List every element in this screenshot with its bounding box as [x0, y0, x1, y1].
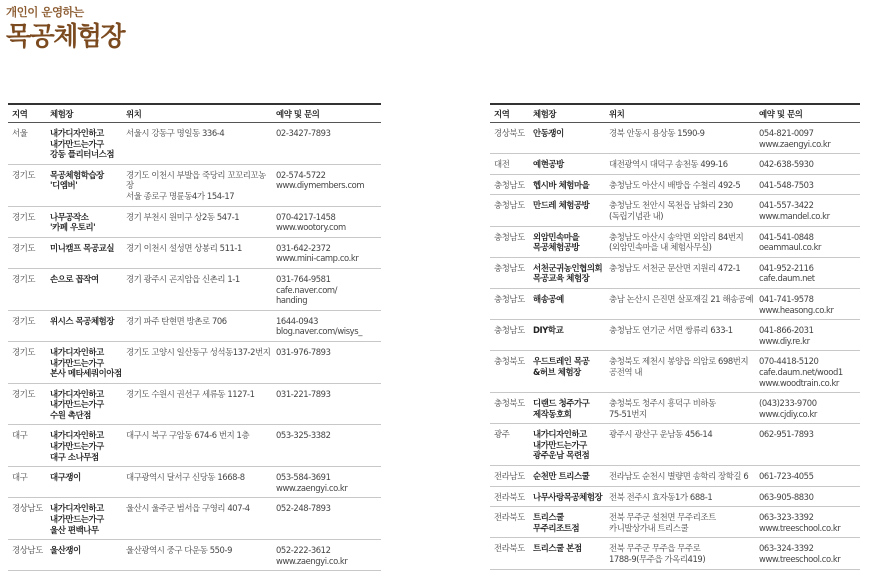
- cell-name: 외암민속마을 목공체험공방: [529, 226, 605, 257]
- column-header-name: 체험장: [46, 104, 122, 123]
- cell-location: 전라남도 순천시 별량면 송학리 장학길 6: [605, 466, 755, 487]
- cell-region: 경기도: [8, 237, 46, 268]
- cell-location: 경기 부천시 원미구 상2동 547-1: [122, 206, 272, 237]
- cell-region: 광주: [490, 424, 529, 466]
- cell-contact: 052-222-3612 www.zaengyi.co.kr: [272, 540, 381, 571]
- cell-contact: 041-952-2116 cafe.daum.net: [755, 257, 860, 288]
- table-row: [490, 486, 860, 507]
- cell-location: 경기 광주시 곤지암읍 신촌리 1-1: [122, 268, 272, 310]
- cell-region: 충청북도: [490, 351, 529, 393]
- cell-location: 경북 안동시 용상동 1590-9: [605, 123, 755, 154]
- cell-contact: 053-325-3382: [272, 425, 381, 467]
- table-header-row: [8, 104, 381, 123]
- cell-name: 트리스쿨 본점: [529, 538, 605, 569]
- cell-contact: 061-723-4055: [755, 466, 860, 487]
- cell-name: 울산쟁이: [46, 540, 122, 571]
- workshop-table-left: [8, 103, 381, 571]
- cell-location: 전북 무주군 무주읍 무주로 1788-9(무주읍 가옥리419): [605, 538, 755, 569]
- cell-region: 충청북도: [490, 393, 529, 424]
- cell-name: 손으로 꼽작여: [46, 268, 122, 310]
- table-row: [8, 268, 381, 310]
- cell-region: 경기도: [8, 341, 46, 383]
- table-row: [490, 351, 860, 393]
- cell-name: 우드트레인 목공 &허브 체험장: [529, 351, 605, 393]
- cell-name: 순천만 트리스쿨: [529, 466, 605, 487]
- cell-contact: (043)233-9700 www.cjdiy.co.kr: [755, 393, 860, 424]
- cell-contact: 02-574-5722 www.diymembers.com: [272, 164, 381, 206]
- column-header-contact: 예약 및 문의: [272, 104, 381, 123]
- cell-location: 전북 전주시 효자동1가 688-1: [605, 486, 755, 507]
- cell-location: 대전광역시 대덕구 송천동 499-16: [605, 154, 755, 175]
- table-row: [8, 310, 381, 341]
- cell-contact: 031-764-9581 cafe.naver.com/ handing: [272, 268, 381, 310]
- cell-contact: 052-248-7893: [272, 498, 381, 540]
- cell-name: 미니캠프 목공교실: [46, 237, 122, 268]
- cell-contact: 054-821-0097 www.zaengyi.co.kr: [755, 123, 860, 154]
- cell-name: 대구쟁이: [46, 467, 122, 498]
- table-row: [490, 226, 860, 257]
- cell-location: 충남 논산시 은진면 살포재길 21 해송공예: [605, 288, 755, 319]
- cell-name: 디랜드 청주가구 제작동호회: [529, 393, 605, 424]
- table-row: [490, 393, 860, 424]
- table-row: [8, 467, 381, 498]
- cell-region: 충청남도: [490, 257, 529, 288]
- table-row: [8, 498, 381, 540]
- cell-location: 대구광역시 달서구 신당동 1668-8: [122, 467, 272, 498]
- table-row: [8, 123, 381, 165]
- column-header-location: 위치: [122, 104, 272, 123]
- cell-contact: 063-905-8830: [755, 486, 860, 507]
- cell-region: 경상남도: [8, 540, 46, 571]
- cell-region: 대구: [8, 425, 46, 467]
- cell-name: 만드레 체험공방: [529, 195, 605, 226]
- cell-name: 내가디자인하고 내가만드는가구 강동 플리터너스점: [46, 123, 122, 165]
- cell-location: 충청북도 제천시 봉양읍 의암로 698번지 공전역 내: [605, 351, 755, 393]
- cell-location: 서울시 강동구 명일동 336-4: [122, 123, 272, 165]
- cell-name: 나무공작소 '카페 우토리': [46, 206, 122, 237]
- table-row: [8, 540, 381, 571]
- cell-region: 경상북도: [490, 123, 529, 154]
- page-title: 목공체험장: [6, 22, 125, 52]
- cell-region: 대구: [8, 467, 46, 498]
- cell-region: 충청남도: [490, 288, 529, 319]
- cell-name: 헵시바 체험마을: [529, 174, 605, 195]
- cell-name: DIY학교: [529, 320, 605, 351]
- cell-location: 울산시 울주군 범서읍 구영리 407-4: [122, 498, 272, 540]
- cell-contact: 031-976-7893: [272, 341, 381, 383]
- cell-name: 나무사랑목공체험장: [529, 486, 605, 507]
- cell-region: 경기도: [8, 383, 46, 425]
- cell-name: 위시스 목공체험장: [46, 310, 122, 341]
- table-row: [8, 237, 381, 268]
- table-row: [8, 341, 381, 383]
- cell-location: 충청북도 청주시 흥덕구 비하동 75-51번지: [605, 393, 755, 424]
- column-header-location: 위치: [605, 104, 755, 123]
- cell-name: 내가디자인하고 내가만드는가구 광주운남 목련점: [529, 424, 605, 466]
- cell-region: 대전: [490, 154, 529, 175]
- cell-region: 전라북도: [490, 538, 529, 569]
- cell-location: 충청남도 연기군 서면 쌍류리 633-1: [605, 320, 755, 351]
- cell-location: 광주시 광산구 운남동 456-14: [605, 424, 755, 466]
- table-row: [490, 320, 860, 351]
- cell-name: 트리스쿨 무주리조트점: [529, 507, 605, 538]
- table-row: [490, 538, 860, 569]
- page-header: [6, 4, 124, 52]
- cell-contact: 053-584-3691 www.zaengyi.co.kr: [272, 467, 381, 498]
- table-row: [8, 206, 381, 237]
- table-row: [490, 507, 860, 538]
- cell-contact: 041-548-7503: [755, 174, 860, 195]
- cell-location: 경기도 수원시 권선구 세류동 1127-1: [122, 383, 272, 425]
- table-row: [490, 174, 860, 195]
- cell-location: 경기도 이천시 부발읍 죽당리 꼬꼬리꼬농장 서울 종로구 명륜동4가 154-17: [122, 164, 272, 206]
- cell-contact: 041-866-2031 www.diy.re.kr: [755, 320, 860, 351]
- cell-name: 내가디자인하고 내가만드는가구 대구 소나무점: [46, 425, 122, 467]
- cell-location: 충청남도 서천군 문산면 지원리 472-1: [605, 257, 755, 288]
- cell-contact: 041-557-3422 www.mandel.co.kr: [755, 195, 860, 226]
- table-row: [8, 164, 381, 206]
- cell-contact: 042-638-5930: [755, 154, 860, 175]
- page-subtitle: 개인이 운영하는: [6, 5, 84, 19]
- cell-name: 내가디자인하고 내가만드는가구 수원 촉단점: [46, 383, 122, 425]
- column-header-name: 체험장: [529, 104, 605, 123]
- cell-region: 경기도: [8, 206, 46, 237]
- cell-region: 전라남도: [490, 466, 529, 487]
- cell-region: 전라북도: [490, 486, 529, 507]
- cell-name: 목공체험학습장 '디엠버': [46, 164, 122, 206]
- cell-contact: 031-642-2372 www.mini-camp.co.kr: [272, 237, 381, 268]
- cell-location: 충청남도 아산시 송악면 외암리 84번지 (외암민속마을 내 체험사무실): [605, 226, 755, 257]
- cell-region: 경기도: [8, 164, 46, 206]
- table-row: [490, 288, 860, 319]
- cell-region: 서울: [8, 123, 46, 165]
- column-header-contact: 예약 및 문의: [755, 104, 860, 123]
- table-row: [490, 154, 860, 175]
- cell-region: 전라북도: [490, 507, 529, 538]
- cell-region: 충청남도: [490, 195, 529, 226]
- table-header-row: [490, 104, 860, 123]
- table-row: [490, 123, 860, 154]
- cell-contact: 063-324-3392 www.treeschool.co.kr: [755, 538, 860, 569]
- column-header-region: 지역: [8, 104, 46, 123]
- cell-location: 대구시 북구 구암동 674-6 번지 1층: [122, 425, 272, 467]
- cell-contact: 041-541-0848 oeammaul.co.kr: [755, 226, 860, 257]
- table-row: [490, 466, 860, 487]
- cell-contact: 070-4418-5120 cafe.daum.net/wood1 www.woodtrain.co.kr: [755, 351, 860, 393]
- cell-region: 충청남도: [490, 174, 529, 195]
- cell-region: 경상남도: [8, 498, 46, 540]
- workshop-table-right: [490, 103, 860, 570]
- cell-contact: 1644-0943 blog.naver.com/wisys_: [272, 310, 381, 341]
- cell-name: 내가디자인하고 내가만드는가구 울산 편백나무: [46, 498, 122, 540]
- cell-region: 충청남도: [490, 226, 529, 257]
- cell-location: 경기도 고양시 일산동구 성석동137-2번지: [122, 341, 272, 383]
- column-header-region: 지역: [490, 104, 529, 123]
- cell-name: 해송공예: [529, 288, 605, 319]
- cell-contact: 070-4217-1458 www.wootory.com: [272, 206, 381, 237]
- cell-name: 안동쟁이: [529, 123, 605, 154]
- cell-contact: 02-3427-7893: [272, 123, 381, 165]
- cell-contact: 063-323-3392 www.treeschool.co.kr: [755, 507, 860, 538]
- cell-location: 울산광역시 중구 다운동 550-9: [122, 540, 272, 571]
- cell-location: 경기 이천시 설성면 상봉리 511-1: [122, 237, 272, 268]
- table-row: [490, 195, 860, 226]
- cell-location: 충청남도 아산시 배방읍 수철리 492-5: [605, 174, 755, 195]
- cell-location: 경기 파주 탄현면 방촌로 706: [122, 310, 272, 341]
- cell-contact: 031-221-7893: [272, 383, 381, 425]
- table-row: [490, 257, 860, 288]
- cell-name: 예현공방: [529, 154, 605, 175]
- cell-contact: 062-951-7893: [755, 424, 860, 466]
- cell-name: 내가디자인하고 내가만드는가구 본사 메타세쿼이아점: [46, 341, 122, 383]
- table-row: [490, 424, 860, 466]
- table-row: [8, 383, 381, 425]
- cell-contact: 041-741-9578 www.heasong.co.kr: [755, 288, 860, 319]
- cell-region: 충청남도: [490, 320, 529, 351]
- cell-location: 충청남도 천안시 목천읍 남화리 230 (독립기념관 내): [605, 195, 755, 226]
- table-row: [8, 425, 381, 467]
- cell-location: 전북 무주군 설천면 무주리조트 카니발상가내 트리스쿨: [605, 507, 755, 538]
- cell-region: 경기도: [8, 310, 46, 341]
- cell-region: 경기도: [8, 268, 46, 310]
- cell-name: 서천군귀농인협의회 목공교육 체험장: [529, 257, 605, 288]
